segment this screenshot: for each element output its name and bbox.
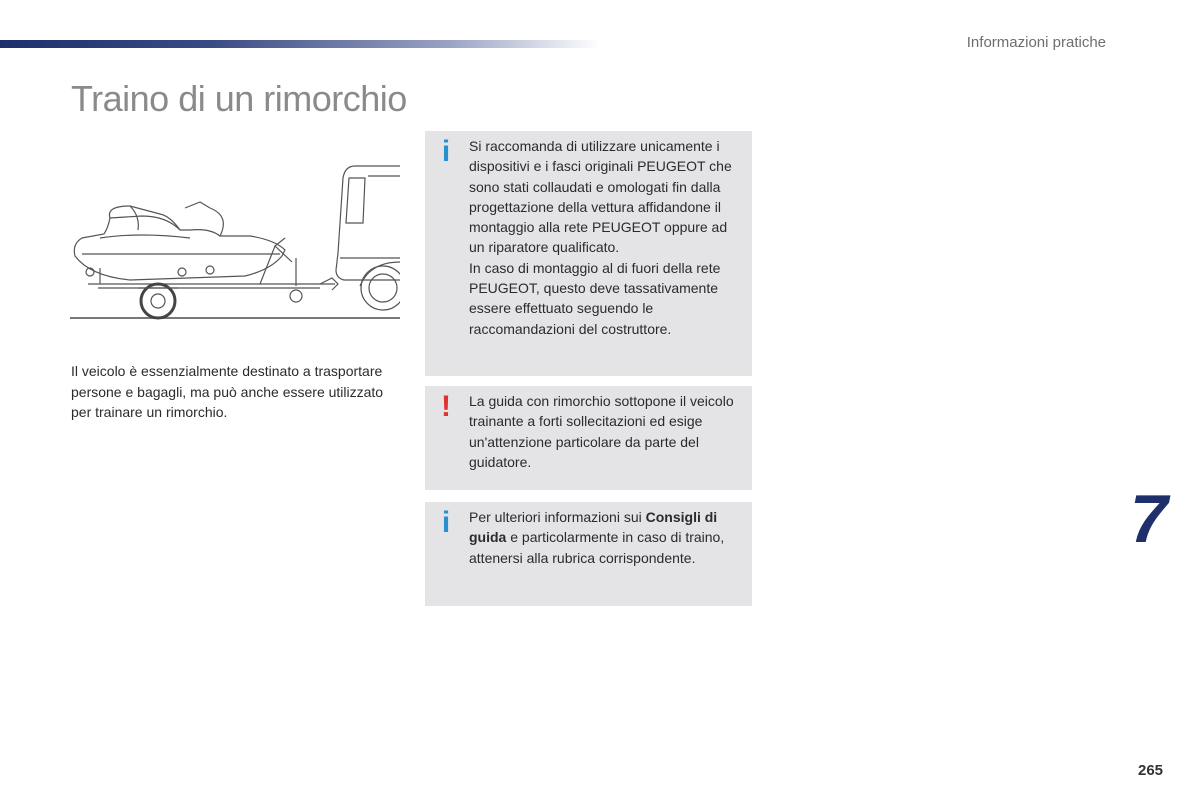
trailer-illustration bbox=[70, 158, 400, 324]
info-note-box bbox=[425, 502, 752, 606]
warning-note-box bbox=[425, 386, 752, 490]
info-note-box bbox=[425, 131, 752, 376]
note-text-part: Per ulteriori informazioni sui bbox=[469, 509, 646, 525]
section-header: Informazioni pratiche bbox=[966, 34, 1106, 51]
consigli-di-guida-link-text: Consigli di guida bbox=[469, 509, 718, 546]
info-note-text bbox=[469, 507, 744, 568]
page-title: Traino di un rimorchio bbox=[71, 78, 407, 119]
note-text-part: e particolarmente in caso di traino, attenersi alla rubrica corrispondente. bbox=[469, 529, 725, 566]
page-number: 265 bbox=[1138, 762, 1164, 779]
info-note-text: Si raccomanda di utilizzare unicamente i dispositivi e i fasci originali PEUGEOT che sono stati collaudati e omologati fin dalla progettazione della vettura affidandone il montaggio alla rete PEUGEOT oppure ad un riparatore qualificato. In caso di montaggio al di fuori della rete PEUGEOT, questo deve tassativamente essere effettuato seguendo le raccomandazioni del costruttore. bbox=[469, 138, 732, 337]
info-icon: i bbox=[441, 135, 451, 168]
intro-paragraph: Il veicolo è essenzialmente destinato a trasportare persone e bagagli, ma può anche essere utilizzato per trainare un rimorchio. bbox=[71, 363, 384, 420]
warning-note-text: La guida con rimorchio sottopone il veicolo trainante a forti sollecitazioni ed esige un'attenzione particolare da parte del guidatore. bbox=[469, 393, 734, 470]
warning-icon: ! bbox=[441, 390, 451, 423]
chapter-number: 7 bbox=[1130, 481, 1166, 557]
header-accent-bar bbox=[0, 40, 600, 48]
info-icon: i bbox=[441, 506, 451, 539]
